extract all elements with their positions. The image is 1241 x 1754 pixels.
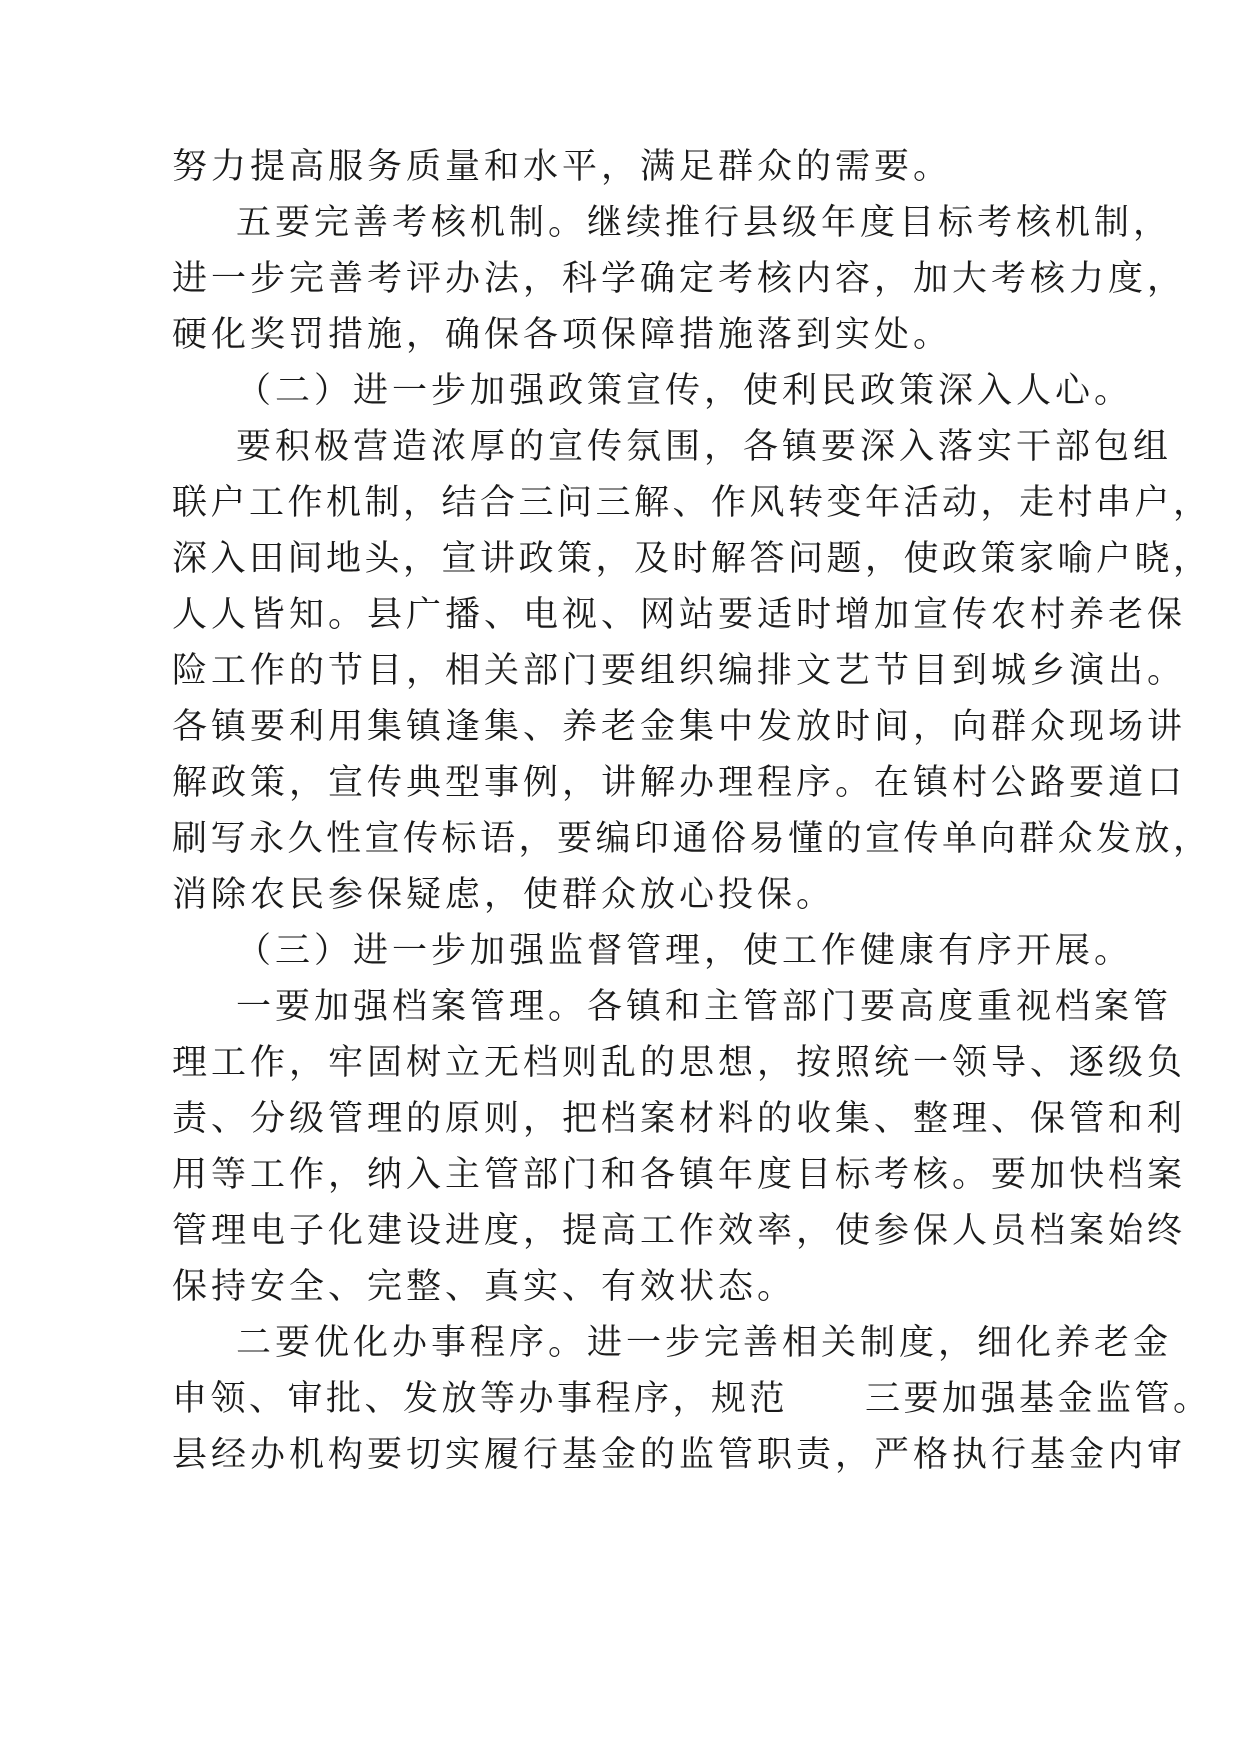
text-line-21: 保持安全、完整、真实、有效状态。 (172, 1267, 797, 1307)
text-line-23: 申领、审批、发放等办事程序，规范 三要加强基金监管。 (172, 1379, 1212, 1419)
text-line-10: 险工作的节目，相关部门要组织编排文艺节目到城乡演出。 (172, 651, 1187, 691)
text-line-19: 用等工作，纳入主管部门和各镇年度目标考核。要加快档案 (172, 1155, 1187, 1195)
text-line-1: 努力提高服务质量和水平，满足群众的需要。 (172, 147, 953, 187)
text-line-14: 消除农民参保疑虑，使群众放心投保。 (172, 875, 836, 915)
text-line-22: 二要优化办事程序。进一步完善相关制度，细化养老金 (236, 1323, 1173, 1363)
section-heading-3: （三）进一步加强监督管理，使工作健康有序开展。 (236, 931, 1134, 971)
text-line-11: 各镇要利用集镇逢集、养老金集中发放时间，向群众现场讲 (172, 707, 1187, 747)
text-line-18: 责、分级管理的原则，把档案材料的收集、整理、保管和利 (172, 1099, 1187, 1139)
section-heading-2: （二）进一步加强政策宣传，使利民政策深入人心。 (236, 371, 1134, 411)
text-line-16: 一要加强档案管理。各镇和主管部门要高度重视档案管 (236, 987, 1173, 1027)
text-line-9: 人人皆知。县广播、电视、网站要适时增加宣传农村养老保 (172, 595, 1187, 635)
text-line-2: 五要完善考核机制。继续推行县级年度目标考核机制， (236, 203, 1173, 243)
text-line-17: 理工作，牢固树立无档则乱的思想，按照统一领导、逐级负 (172, 1043, 1187, 1083)
text-line-13: 刷写永久性宣传标语，要编印通俗易懂的宣传单向群众发放， (172, 819, 1212, 859)
text-line-7: 联户工作机制，结合三问三解、作风转变年活动，走村串户， (172, 483, 1212, 523)
text-line-3: 进一步完善考评办法，科学确定考核内容，加大考核力度， (172, 259, 1187, 299)
text-line-6: 要积极营造浓厚的宣传氛围，各镇要深入落实干部包组 (236, 427, 1173, 467)
text-line-4: 硬化奖罚措施，确保各项保障措施落到实处。 (172, 315, 953, 355)
text-line-12: 解政策，宣传典型事例，讲解办理程序。在镇村公路要道口 (172, 763, 1187, 803)
text-line-8: 深入田间地头，宣讲政策，及时解答问题，使政策家喻户晓， (172, 539, 1212, 579)
text-line-24: 县经办机构要切实履行基金的监管职责，严格执行基金内审 (172, 1435, 1187, 1475)
text-line-20: 管理电子化建设进度，提高工作效率，使参保人员档案始终 (172, 1211, 1187, 1251)
